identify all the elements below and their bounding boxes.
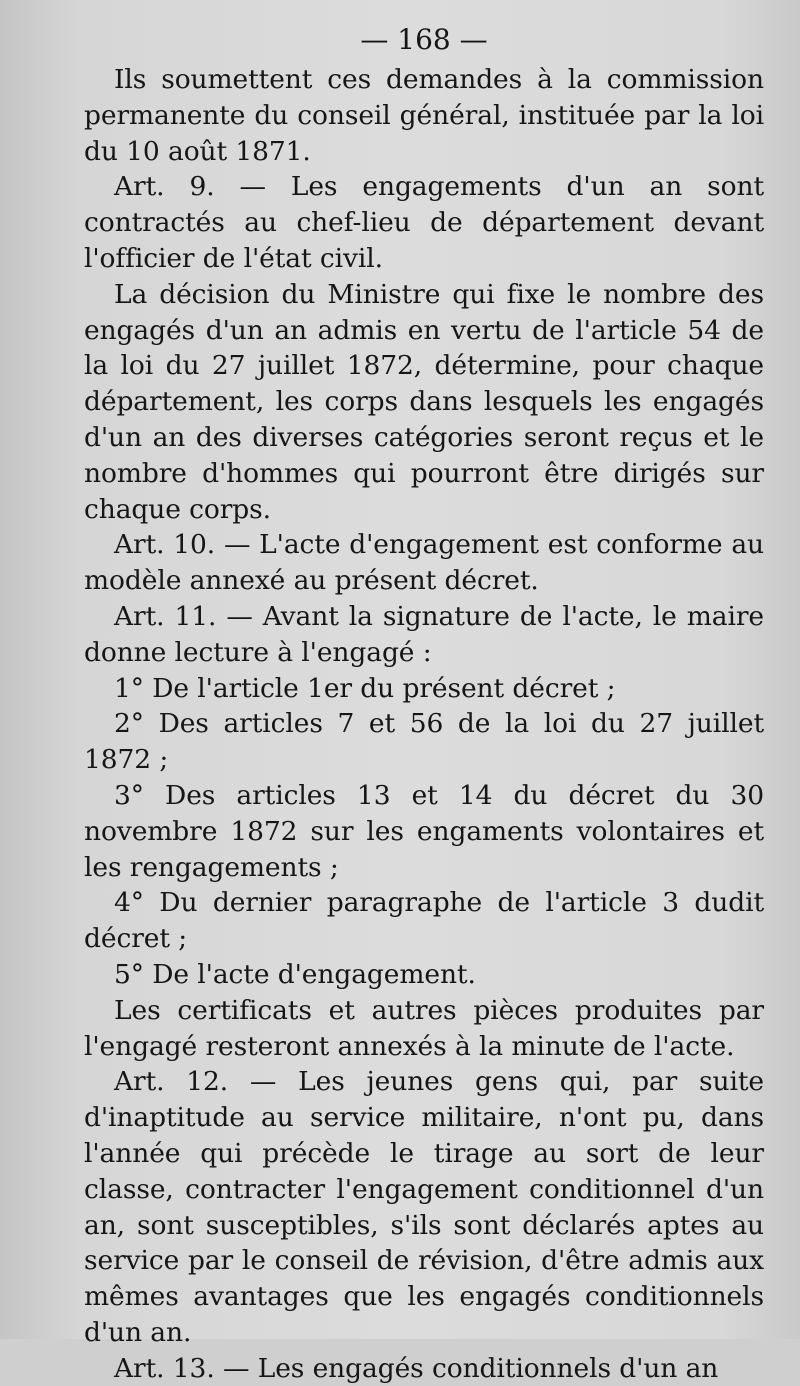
list-item-2: 2° Des articles 7 et 56 de la loi du 27 juillet 1872 ; [84, 708, 764, 776]
paragraph-art-9: Art. 9. — Les engagements d'un an sont contractés au chef-lieu de département devant l'officier de l'état civil. [84, 171, 764, 274]
page-number: — 168 — [360, 23, 488, 56]
list-item-3: 3° Des articles 13 et 14 du décret du 30 novembre 1872 sur les engaments volontaires et les rengagements ; [84, 779, 764, 883]
paragraph-art-12: Art. 12. — Les jeunes gens qui, par suite d'inaptitude au service militaire, n'ont pu, dans l'année qui précède le tirage au sort de leur classe, contracter l'engagement conditionnel d'un an, sont susceptibles, s'ils sont déclarés aptes au service par le conseil de révision, d'être admis aux mêmes avantages que les engagés conditionnels d'un an. [84, 1066, 764, 1348]
body-text [84, 62, 764, 1386]
paragraph-art-13: Art. 13. — Les engagés conditionnels d'un an [114, 1352, 719, 1384]
list-item-5: 5° De l'acte d'engagement. [114, 958, 476, 990]
paragraph-commission: Ils soumettent ces demandes à la commission permanente du conseil général, instituée par la loi du 10 août 1871. [84, 64, 764, 167]
paragraph-art-11: Art. 11. — Avant la signature de l'acte, le maire donne lecture à l'engagé : [84, 600, 764, 668]
list-item-1: 1° De l'article 1er du présent décret ; [114, 672, 616, 704]
paragraph-certificats: Les certificats et autres pièces produites par l'engagé resteront annexés à la minute de l'acte. [84, 994, 764, 1062]
paragraph-art-10: Art. 10. — L'acte d'engagement est conforme au modèle annexé au présent décret. [84, 529, 764, 597]
paragraph-ministre-decision: La décision du Ministre qui fixe le nombre des engagés d'un an admis en vertu de l'article 54 de la loi du 27 juillet 1872, détermine, pour chaque département, les corps dans lesquels les engagés d'un an des diverses catégories seront reçus et le nombre d'hommes qui pourront être dirigés sur chaque corps. [84, 278, 764, 525]
list-item-4: 4° Du dernier paragraphe de l'article 3 dudit décret ; [84, 887, 764, 955]
